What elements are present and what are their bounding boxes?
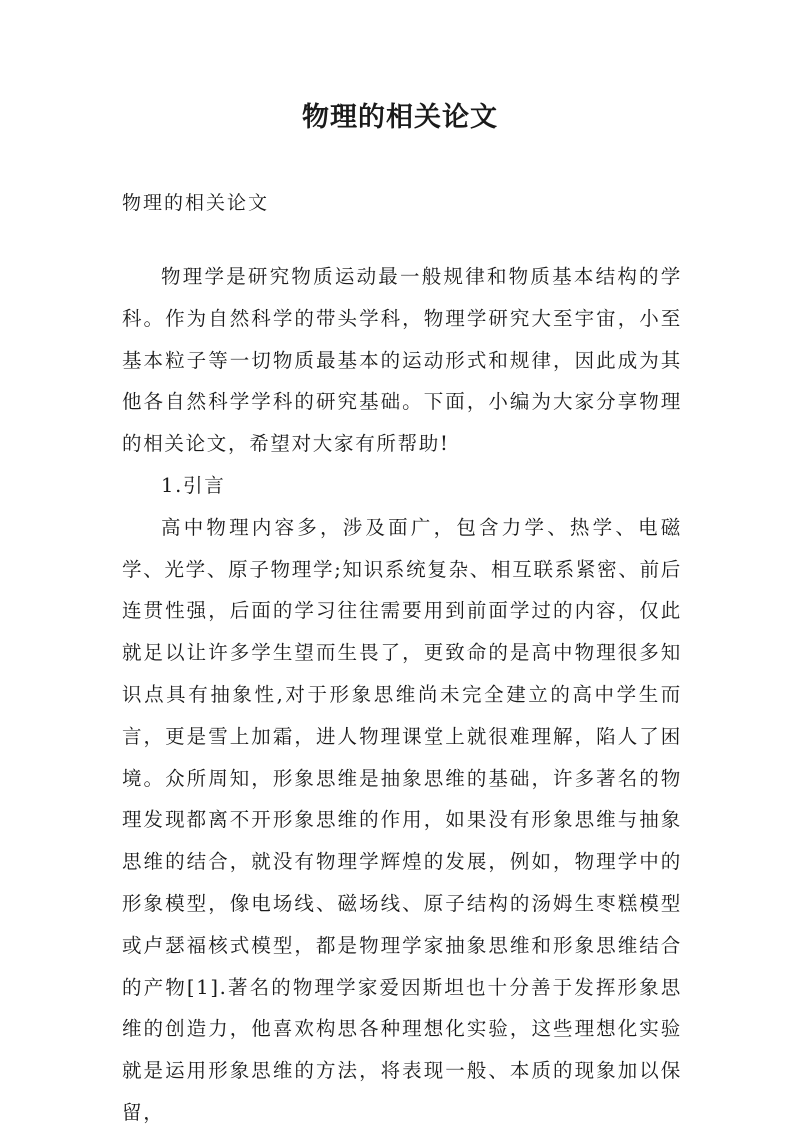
section-paragraph: 高中物理内容多，涉及面广，包含力学、热学、电磁学、光学、原子物理学;知识系统复杂、相互联系紧密、前后连贯性强，后面的学习往往需要用到前面学过的内容，仅此就足以让许多学生望而生畏了，更致命的是高中物理很多知识点具有抽象性,对于形象思维尚未完全建立的高中学生而言，更是雪上加霜，进人物理课堂上就很难理解，陷人了困境。众所周知，形象思维是抽象思维的基础，许多著名的物理发现都离不开形象思维的作用，如果没有形象思维与抽象思维的结合，就没有物理学辉煌的发展，例如，物理学中的形象模型，像电场线、磁场线、原子结构的汤姆生枣糕模型或卢瑟福核式模型，都是物理学家抽象思维和形象思维结合的产物[1].著名的物理学家爱因斯坦也十分善于发挥形象思维的创造力，他喜欢构思各种理想化实验，这些理想化实验就是运用形象思维的方法，将表现一般、本质的现象加以保留， <box>122 515 682 1124</box>
document-body <box>122 256 682 1134</box>
document-title: 物理的相关论文 <box>302 102 498 133</box>
document-subtitle: 物理的相关论文 <box>122 192 270 214</box>
intro-paragraph: 物理学是研究物质运动最一般规律和物质基本结构的学科。作为自然科学的带头学科，物理学研究大至宇宙，小至基本粒子等一切物质最基本的运动形式和规律，因此成为其他各自然科学学科的研究基础。下面，小编为大家分享物理的相关论文，希望对大家有所帮助! <box>122 265 682 456</box>
section-heading: 1.引言 <box>161 473 226 497</box>
